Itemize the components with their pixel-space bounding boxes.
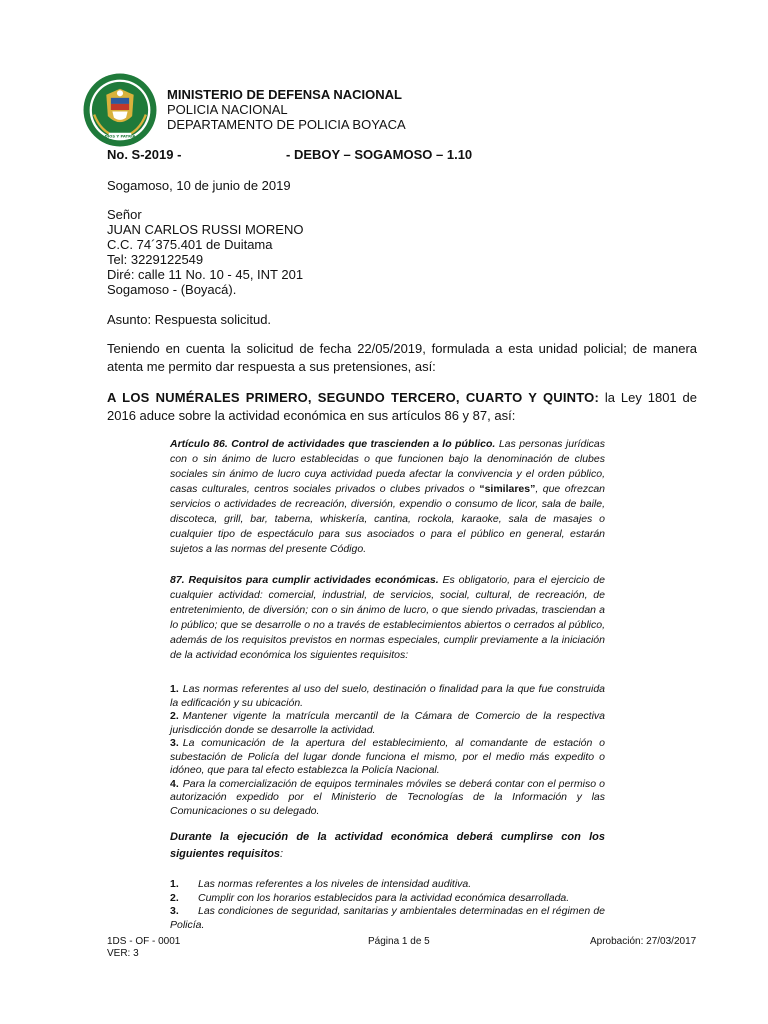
- item-number: 4.: [170, 777, 179, 790]
- list-item: [170, 878, 605, 892]
- recipient-id: C.C. 74´375.401 de Duitama: [107, 237, 273, 252]
- list-item: [170, 892, 605, 906]
- article-87-title: 87. Requisitos para cumplir actividades económicas.: [170, 574, 439, 586]
- footer-page: Página 1 de 5: [368, 936, 430, 947]
- svg-text:DIOS Y PATRIA: DIOS Y PATRIA: [104, 133, 136, 139]
- item-text: Para la comercialización de equipos terminales móviles se deberá contar con el permiso o autorización expedido por el Ministerio de Tecnologías de la Información y las Comunicaciones o su delegado.: [170, 777, 605, 817]
- list-item: [170, 737, 605, 778]
- footer-approval: Aprobación: 27/03/2017: [590, 936, 697, 947]
- department-title: DEPARTAMENTO DE POLICIA BOYACA: [167, 117, 406, 132]
- similares-word: “similares”: [479, 483, 536, 495]
- numerals-text: la Ley 1801 de 2016 aduce sobre la actividad económica en sus artículos 86 y 87, así:: [107, 390, 697, 423]
- item-number: 1.: [170, 878, 179, 890]
- list-item: [170, 683, 605, 710]
- list-item: [170, 710, 605, 737]
- article-86: [170, 437, 605, 557]
- item-number: 3.: [170, 737, 179, 749]
- item-text: Las normas referentes a los niveles de intensidad auditiva.: [198, 878, 472, 890]
- article-87: [170, 573, 605, 663]
- intro-paragraph: Teniendo en cuenta la solicitud de fecha 22/05/2019, formulada a esta unidad policial; de manera atenta me permito dar respuesta a sus pretensiones, así:: [107, 341, 697, 374]
- requirements-list: [170, 683, 605, 818]
- during-colon: :: [280, 848, 284, 860]
- subject-line: Asunto: Respuesta solicitud.: [107, 312, 272, 327]
- recipient-phone: Tel: 3229122549: [107, 252, 204, 267]
- during-heading: [170, 829, 605, 863]
- footer-code: 1DS - OF - 0001: [107, 936, 181, 947]
- doc-code: - DEBOY – SOGAMOSO – 1.10: [286, 147, 473, 162]
- article-86-title: Artículo 86. Control de actividades que trascienden a lo público.: [170, 438, 496, 450]
- item-text: Las normas referentes al uso del suelo, destinación o finalidad para la que fue construida la edificación y su ubicación.: [170, 683, 605, 709]
- during-heading-text: Durante la ejecución de la actividad económica deberá cumplirse con los siguientes requisitos: [170, 831, 605, 860]
- item-number: 1.: [170, 683, 179, 695]
- date-line: Sogamoso, 10 de junio de 2019: [107, 178, 291, 193]
- recipient-name: JUAN CARLOS RUSSI MORENO: [107, 222, 304, 237]
- recipient-city: Sogamoso - (Boyacá).: [107, 282, 237, 297]
- salutation: Señor: [107, 207, 142, 222]
- list-item: [170, 905, 605, 932]
- item-number: 2.: [170, 710, 179, 722]
- numerals-paragraph: [107, 389, 697, 425]
- item-text: Cumplir con los horarios establecidos para la actividad económica desarrollada.: [198, 891, 570, 904]
- recipient-address: Diré: calle 11 No. 10 - 45, INT 201: [107, 267, 304, 282]
- item-text: Las condiciones de seguridad, sanitarias y ambientales determinadas en el régimen de Policía.: [170, 905, 605, 931]
- item-number: 2.: [170, 891, 179, 904]
- article-87-text: Es obligatorio, para el ejercicio de cualquier actividad: comercial, industrial, de servicios, social, cultural, de recreación, de entretenimiento, de diversión; con o sin ánimo de lucro, o que siendo privadas, trasciendan a lo público; que se desarrolle o no a través de establecimientos abiertos o cerrados al público, además de los requisitos previstos en normas especiales, cumplir previamente a la iniciación de la actividad económica los siguientes requisitos:: [170, 574, 605, 661]
- doc-number: No. S-2019 -: [107, 147, 182, 162]
- list-item: [170, 778, 605, 819]
- article-86-text-a: Las personas jurídicas con o sin ánimo de lucro establecidas o que funcionen bajo la denominación de clubes sociales sin ánimo de lucro cuya actividad pueda afectar la convivencia y el orden público, casas culturales, centros sociales privados o clubes privados o: [170, 438, 605, 495]
- item-number: 3.: [170, 905, 179, 917]
- police-logo: [82, 72, 158, 148]
- police-title: POLICIA NACIONAL: [167, 102, 288, 117]
- ministry-title: MINISTERIO DE DEFENSA NACIONAL: [167, 87, 402, 102]
- item-text: Mantener vigente la matrícula mercantil de la Cámara de Comercio de la respectiva jurisdicción donde se desarrolle la actividad.: [170, 710, 605, 736]
- numerals-heading: A LOS NUMÉRALES PRIMERO, SEGUNDO TERCERO, CUARTO Y QUINTO:: [107, 390, 600, 405]
- article-86-text-b: , que ofrezcan servicios o actividades de recreación, diversión, expendio o consumo de licor, sala de baile, discoteca, grill, bar, taberna, whiskería, cantina, rockola, karaoke, sala de masajes o cualquier tipo de espectáculo para sus asociados o para el público en general, estarán sujetos a las normas del presente Código.: [170, 483, 606, 555]
- item-text: La comunicación de la apertura del establecimiento, al comandante de estación o subestación de Policía del lugar donde funciona el mismo, por el medio más expedito o idóneo, que para tal efecto establezca la Policía Nacional.: [170, 737, 605, 776]
- footer-version: VER: 3: [107, 948, 139, 959]
- during-list: [170, 878, 605, 932]
